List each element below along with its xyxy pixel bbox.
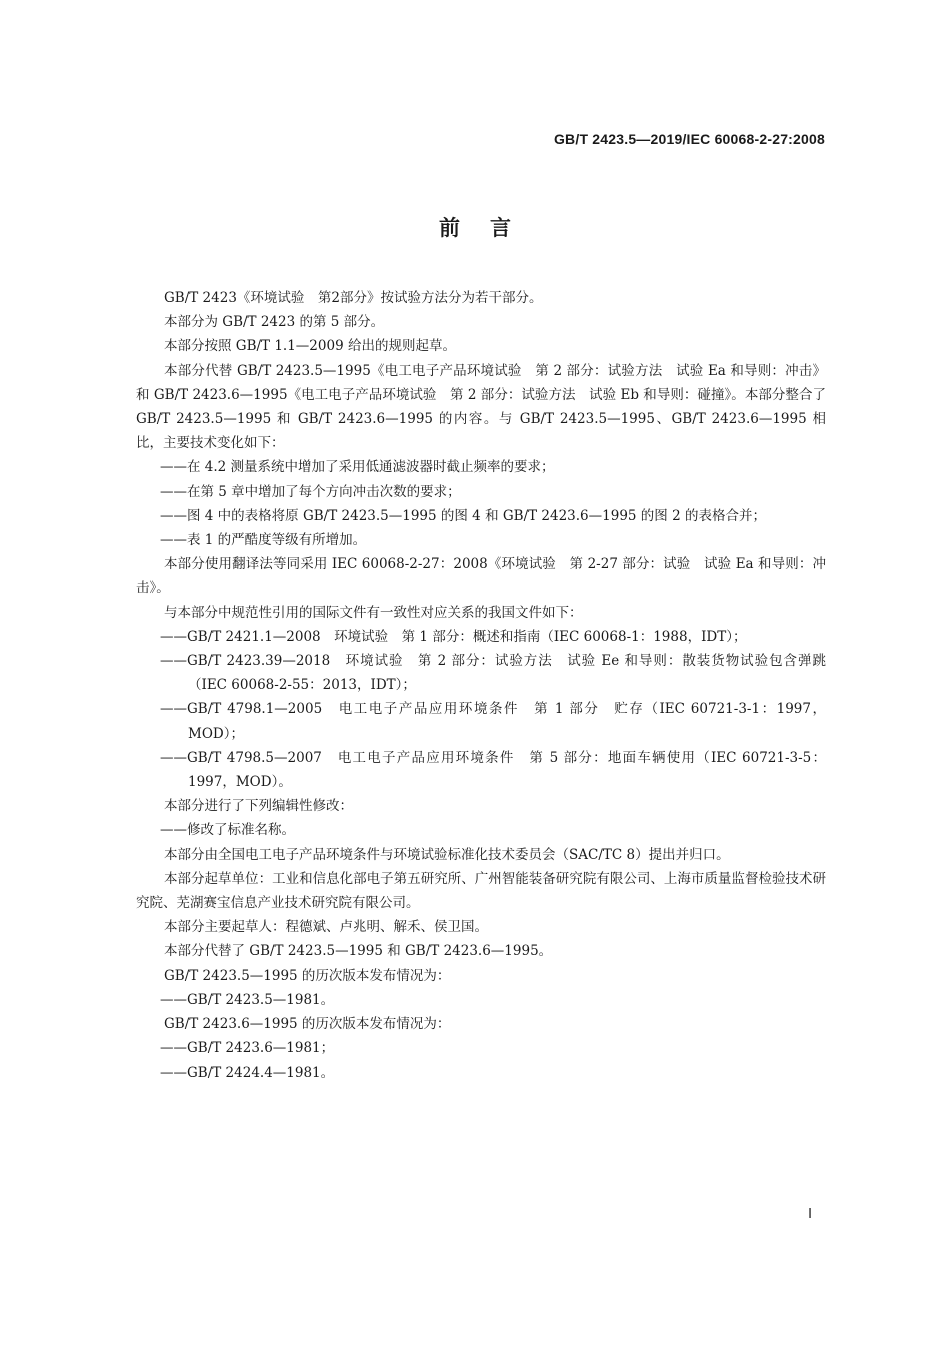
paragraph: GB/T 2423.6—1995 的历次版本发布情况为： [164, 1016, 451, 1033]
standard-code-header: GB/T 2423.5—2019/IEC 60068-2-27:2008 [553, 131, 825, 147]
paragraph: GB/T 2423《环境试验 第2部分》按试验方法分为若干部分。 [164, 290, 543, 306]
paragraph: 与本部分中规范性引用的国际文件有一致性对应关系的我国文件如下： [164, 604, 583, 621]
list-item: ——GB/T 2423.6—1981； [160, 1040, 335, 1057]
list-item: ——GB/T 2423.5—1981。 [160, 991, 335, 1008]
paragraph: 本部分主要起草人：程德斌、卢兆明、解禾、侯卫国。 [164, 919, 488, 936]
page-title: 前言 [439, 216, 541, 240]
paragraph: 本部分起草单位：工业和信息化部电子第五研究所、广州智能装备研究院有限公司、上海市质量监督检验技术研究院、芜湖赛宝信息产业技术研究院有限公司。 [136, 870, 826, 912]
paragraph: 本部分代替了 GB/T 2423.5—1995 和 GB/T 2423.6—1995。 [164, 943, 553, 960]
list-item: ——GB/T 2421.1—2008 环境试验 第 1 部分：概述和指南（IEC 60068-1：1988，IDT）； [160, 628, 747, 645]
paragraph: 本部分按照 GB/T 1.1—2009 给出的规则起草。 [164, 338, 456, 355]
paragraph: 本部分使用翻译法等同采用 IEC 60068-2-27：2008《环境试验 第 2-27 部分：试验 试验 Ea 和导则：冲击》。 [136, 556, 826, 597]
list-item: ——GB/T 4798.5—2007 电工电子产品应用环境条件 第 5 部分：地面车辆使用（IEC 60721-3-5：1997，MOD）。 [160, 749, 826, 791]
list-item: ——在第 5 章中增加了每个方向冲击次数的要求； [160, 483, 461, 500]
list-item: ——GB/T 2424.4—1981。 [160, 1064, 335, 1081]
paragraph: 本部分为 GB/T 2423 的第 5 部分。 [164, 314, 385, 331]
foreword-body [136, 286, 826, 1085]
paragraph: GB/T 2423.5—1995 的历次版本发布情况为： [164, 967, 451, 984]
list-item: ——图 4 中的表格将原 GB/T 2423.5—1995 的图 4 和 GB/T 2423.6—1995 的图 2 的表格合并； [160, 507, 766, 524]
list-item: ——GB/T 2423.39—2018 环境试验 第 2 部分：试验方法 试验 Ee 和导则：散装货物试验包含弹跳（IEC 60068-2-55：2013，IDT）； [160, 653, 826, 694]
paragraph: 本部分进行了下列编辑性修改： [164, 798, 353, 815]
list-item: ——修改了标准名称。 [160, 822, 295, 839]
list-item: ——在 4.2 测量系统中增加了采用低通滤波器时截止频率的要求； [160, 459, 555, 476]
paragraph: 本部分由全国电工电子产品环境条件与环境试验标准化技术委员会（SAC/TC 8）提出并归口。 [164, 846, 730, 863]
paragraph: 本部分代替 GB/T 2423.5—1995《电工电子产品环境试验 第 2 部分：试验方法 试验 Ea 和导则：冲击》和 GB/T 2423.6—1995《电工电子产品环境试验 第 2 部分：试验方法 试验 Eb 和导则：碰撞》。本部分整合了 GB/T 2423.5—1995 和 GB/T 2423.6—1995 的内容。与 GB/T 2423.5—1995、GB/T 2423.6—1995 相比，主要技术变化如下： [136, 362, 826, 452]
list-item: ——表 1 的严酷度等级有所增加。 [160, 532, 367, 549]
list-item: ——GB/T 4798.1—2005 电工电子产品应用环境条件 第 1 部分 贮存（IEC 60721-3-1：1997，MOD）； [160, 701, 826, 742]
page-number: I [808, 1207, 812, 1222]
